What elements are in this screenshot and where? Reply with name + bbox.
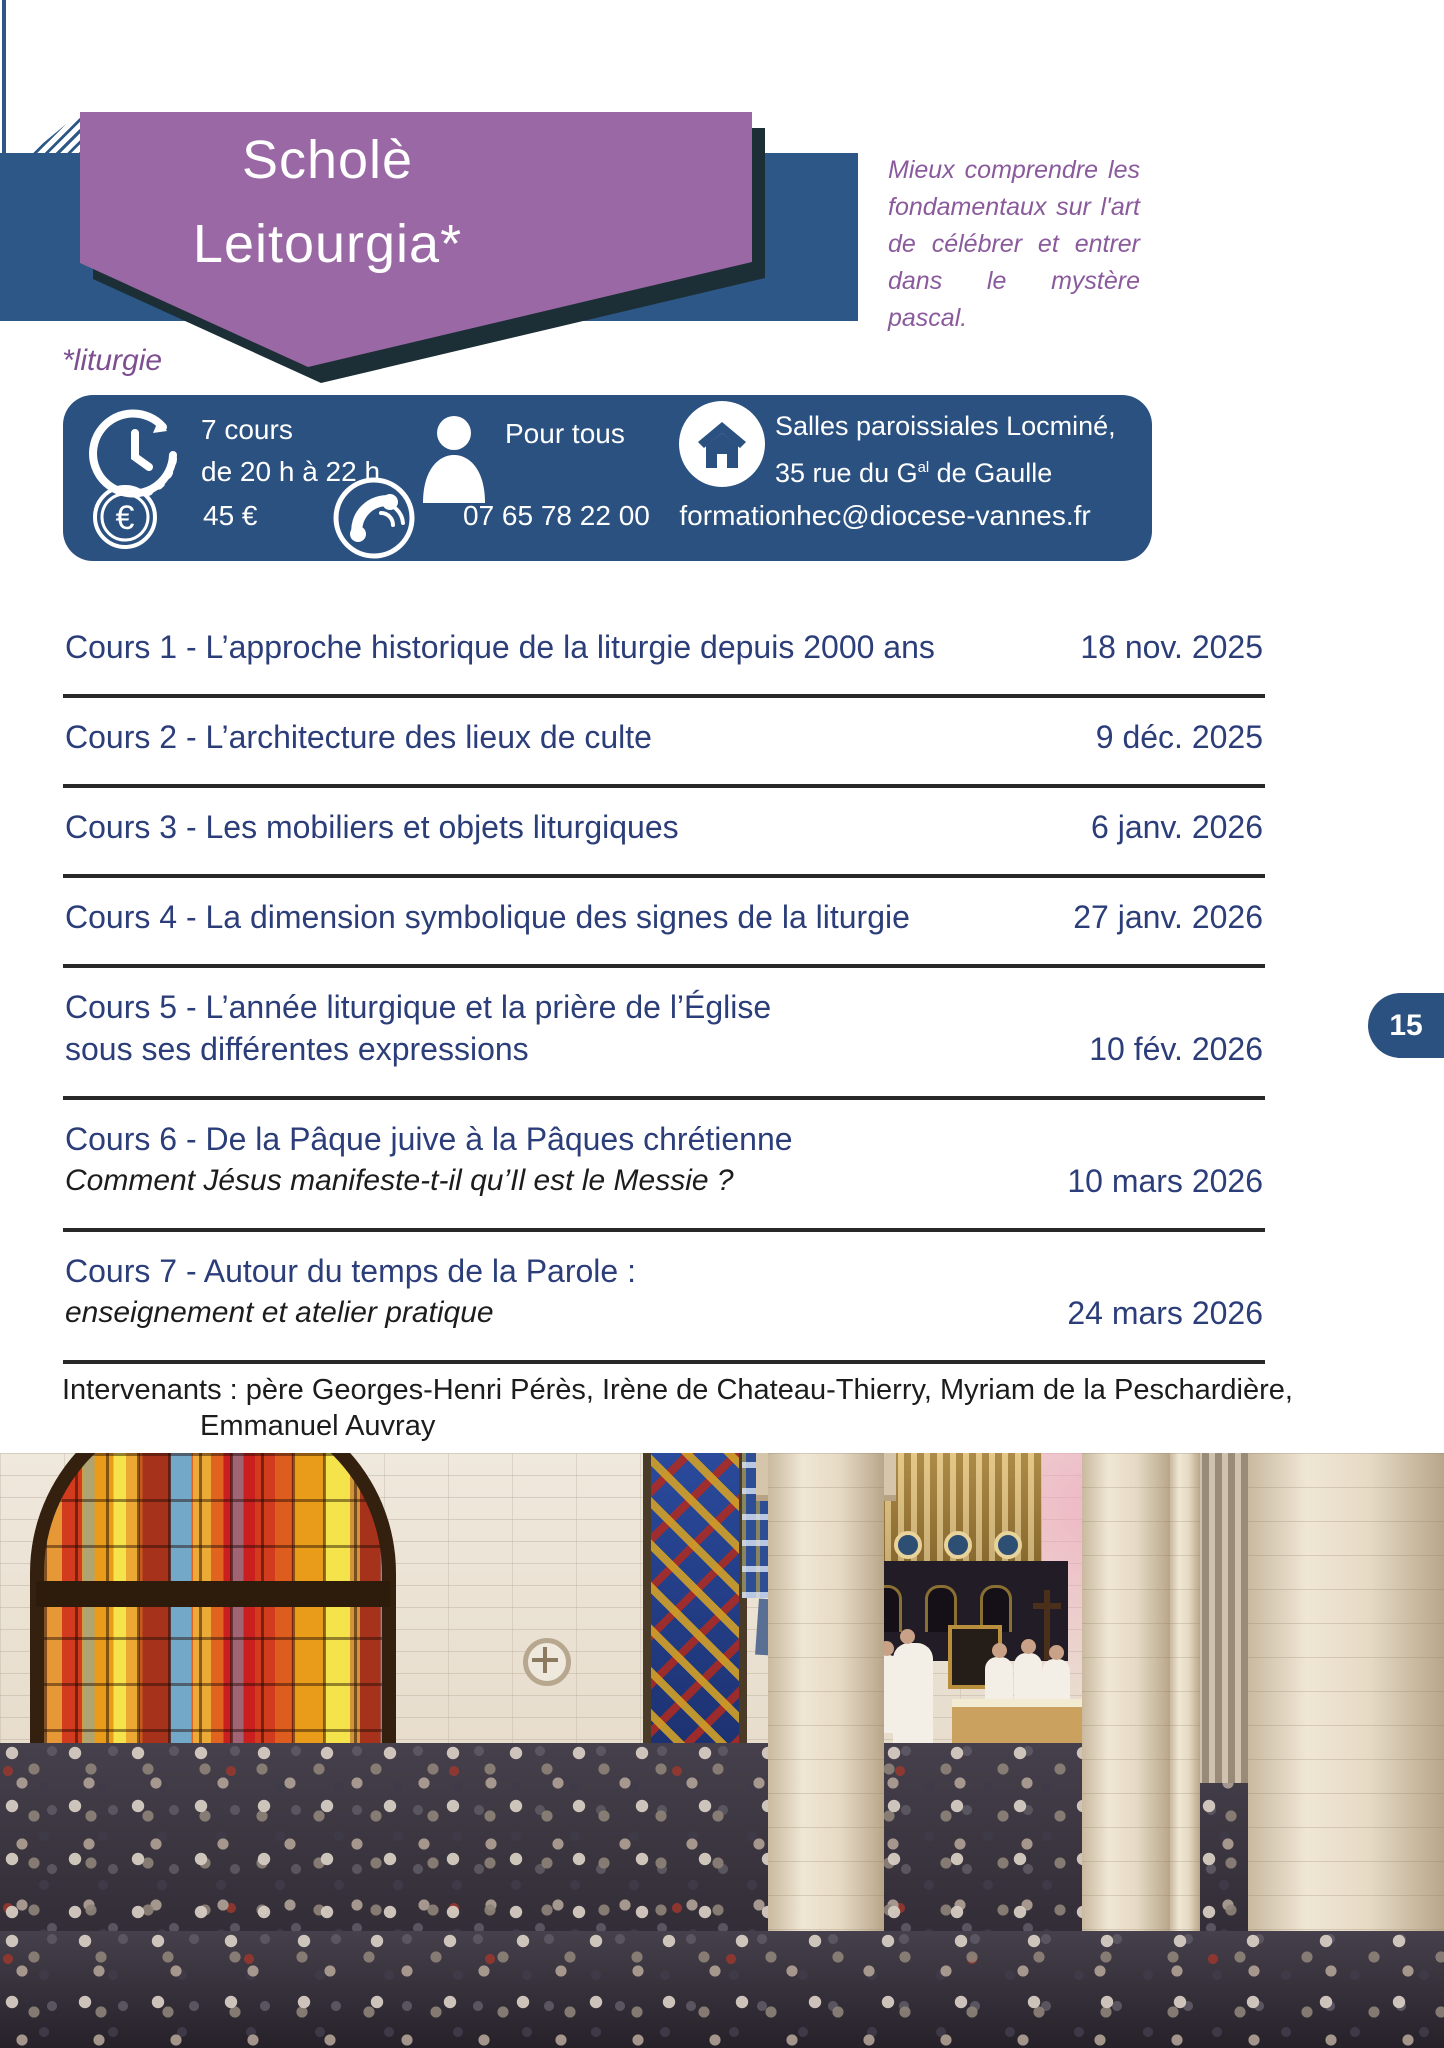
practical-info-box xyxy=(63,395,1152,561)
course-title: Cours 1 - L’approche historique de la liturgie depuis 2000 ans xyxy=(65,629,935,665)
svg-text:€: € xyxy=(115,499,135,537)
course-title-block xyxy=(65,986,771,1070)
header xyxy=(0,0,1444,430)
speakers-line2: Emmanuel Auvray xyxy=(200,1410,436,1442)
course-date: 6 janv. 2026 xyxy=(1091,809,1263,845)
course-title: Cours 6 - De la Pâque juive à la Pâques chrétienne xyxy=(65,1121,793,1157)
wall-medallion xyxy=(523,1638,571,1686)
course-title-block xyxy=(65,1118,793,1202)
rosette-ornament xyxy=(944,1531,972,1559)
window-transom xyxy=(36,1581,390,1607)
table-row xyxy=(63,1232,1265,1360)
table-row xyxy=(63,1100,1265,1228)
page-number-tab xyxy=(1368,993,1444,1058)
foreground-crowd xyxy=(0,1931,1444,2048)
course-date: 10 fév. 2026 xyxy=(1089,1031,1263,1067)
course-title: Cours 3 - Les mobiliers et objets liturgiques xyxy=(65,809,679,845)
left-edge-rule xyxy=(2,0,6,155)
sessions-hours: de 20 h à 22 h xyxy=(201,456,381,487)
table-row xyxy=(63,968,1265,1096)
email-address: formationhec@diocese-vannes.fr xyxy=(679,500,1091,531)
course-title: Cours 7 - Autour du temps de la Parole : xyxy=(65,1253,636,1289)
table-row xyxy=(63,788,1265,874)
sessions-count: 7 cours xyxy=(201,414,293,445)
contact-info xyxy=(463,495,1091,537)
course-date: 9 déc. 2025 xyxy=(1095,719,1263,755)
price-label: 45 € xyxy=(203,500,258,531)
title-footnote: *liturgie xyxy=(62,344,163,377)
course-subtitle: Comment Jésus manifeste-t-il qu’Il est le Messie ? xyxy=(65,1164,734,1197)
table-row xyxy=(63,698,1265,784)
row-divider xyxy=(63,1360,1265,1364)
title-line1: Scholè xyxy=(241,130,414,190)
house-icon xyxy=(679,401,765,487)
course-table xyxy=(63,608,1265,1364)
page-title xyxy=(80,118,575,286)
superscript: al xyxy=(917,460,930,476)
stone-column xyxy=(1082,1453,1170,1988)
processional-cross-arm xyxy=(1033,1603,1061,1609)
course-date: 24 mars 2026 xyxy=(1067,1295,1263,1331)
rosette-ornament xyxy=(894,1531,922,1559)
speakers-note xyxy=(62,1372,1402,1444)
course-title: Cours 2 - L’architecture des lieux de culte xyxy=(65,719,652,755)
rosette-ornament xyxy=(994,1531,1022,1559)
course-title: Cours 4 - La dimension symbolique des signes de la liturgie xyxy=(65,899,910,935)
gilded-organ-screen xyxy=(872,1453,1042,1566)
location-info xyxy=(775,405,1116,494)
euro-icon xyxy=(91,483,159,551)
page-number: 15 xyxy=(1389,1008,1423,1042)
stone-column xyxy=(768,1453,884,1943)
location-line2: 35 rue du $G^{al}$ de Gaulle xyxy=(775,458,1053,488)
course-title-block xyxy=(65,1250,636,1334)
table-row xyxy=(63,608,1265,694)
audience-label: Pour tous xyxy=(505,418,625,449)
phone-icon xyxy=(331,475,417,561)
course-date: 18 nov. 2025 xyxy=(1080,629,1263,665)
course-title-line2: sous ses différentes expressions xyxy=(65,1031,529,1067)
course-date: 10 mars 2026 xyxy=(1067,1163,1263,1199)
course-title: Cours 5 - L’année liturgique et la prière de l’Église xyxy=(65,989,772,1025)
hatch-triangle xyxy=(30,111,82,154)
course-date: 27 janv. 2026 xyxy=(1073,899,1263,935)
church-interior-photo xyxy=(0,1453,1444,2048)
course-subtitle: enseignement et atelier pratique xyxy=(65,1296,494,1329)
organ-pipes xyxy=(1196,1453,1248,1783)
phone-number: 07 65 78 22 00 xyxy=(463,500,650,531)
person-icon xyxy=(415,411,493,503)
table-row xyxy=(63,878,1265,964)
speakers-line1: Intervenants : père Georges-Henri Pérès, Irène de Chateau-Thierry, Myriam de la Peschardière, xyxy=(62,1374,1293,1406)
title-line2: Leitourgia* xyxy=(192,214,463,274)
intro-paragraph: Mieux comprendre les fondamentaux sur l'art de célébrer et entrer dans le mystère pascal. xyxy=(888,156,1140,332)
location-line1: Salles paroissiales Locminé, xyxy=(775,411,1116,441)
